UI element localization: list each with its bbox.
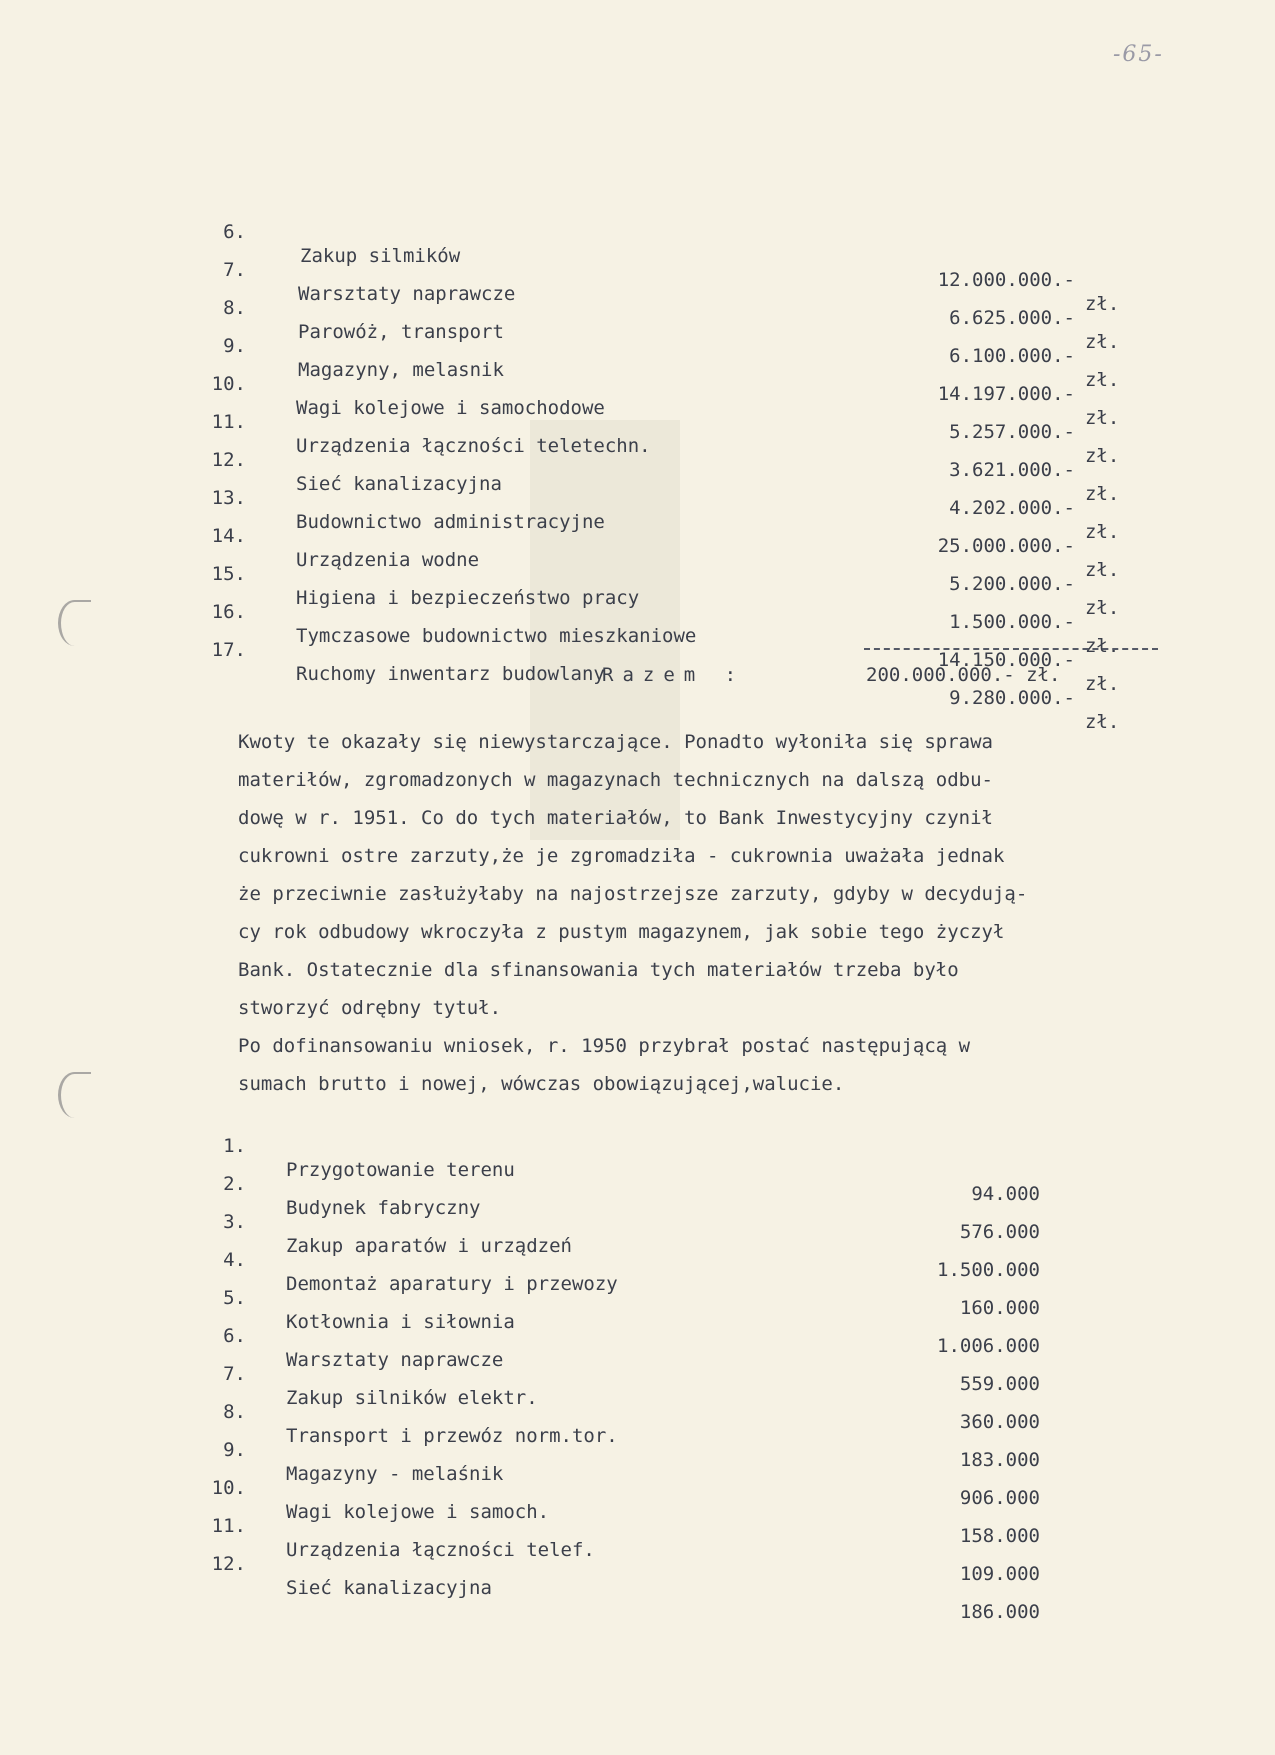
row-number: 8. <box>223 297 246 319</box>
row-number: 14. <box>211 525 246 547</box>
row-amount: 186.000 <box>959 1601 1040 1623</box>
row-amount: 559.000 <box>959 1373 1040 1395</box>
row-label: Higiena i bezpieczeństwo pracy <box>296 587 640 609</box>
row-currency: zł. <box>1085 369 1120 391</box>
row-currency: zł. <box>1085 635 1120 657</box>
row-amount: 1.500.000.- <box>949 611 1075 633</box>
row-amount: 9.280.000.- <box>949 687 1075 709</box>
row-label: Sieć kanalizacyjna <box>286 1577 492 1599</box>
row-label: Ruchomy inwentarz budowlany <box>296 663 605 685</box>
row-label: Budownictwo administracyjne <box>296 511 605 533</box>
row-label: Wagi kolejowe i samochodowe <box>296 397 605 419</box>
row-currency: zł. <box>1085 331 1120 353</box>
row-amount: 576.000 <box>959 1221 1040 1243</box>
row-number: 16. <box>211 601 246 623</box>
row-currency: zł. <box>1085 597 1120 619</box>
row-number: 10. <box>211 1477 246 1499</box>
row-label: Warsztaty naprawcze <box>286 1349 504 1371</box>
paragraph-line: stworzyć odrębny tytuł. <box>238 997 502 1019</box>
total-label: Razem : <box>602 664 746 686</box>
row-label: Zakup aparatów i urządzeń <box>286 1235 572 1257</box>
row-number: 5. <box>223 1287 246 1309</box>
row-amount: 109.000 <box>959 1563 1040 1585</box>
row-amount: 158.000 <box>959 1525 1040 1547</box>
row-number: 10. <box>211 373 246 395</box>
row-amount: 1.500.000 <box>937 1259 1040 1281</box>
table-row <box>0 1528 1275 1648</box>
row-number: 4. <box>223 1249 246 1271</box>
row-label: Budynek fabryczny <box>286 1197 481 1219</box>
total-amount: 200.000.000.- zł. <box>866 664 1061 686</box>
row-currency: zł. <box>1085 293 1120 315</box>
row-label: Przygotowanie terenu <box>286 1159 515 1181</box>
row-number: 2. <box>223 1173 246 1195</box>
row-number: 9. <box>223 1439 246 1461</box>
total-separator <box>864 648 1158 650</box>
row-number: 1. <box>223 1135 246 1157</box>
paragraph-line: Kwoty te okazały się niewystarczające. Ponadto wyłoniła się sprawa <box>238 731 993 753</box>
row-amount: 360.000 <box>959 1411 1040 1433</box>
row-amount: 14.197.000.- <box>937 383 1075 405</box>
paragraph-line: sumach brutto i nowej, wówczas obowiązującej,walucie. <box>238 1073 845 1095</box>
row-number: 17. <box>211 639 246 661</box>
row-currency: zł. <box>1085 407 1120 429</box>
row-amount: 4.202.000.- <box>949 497 1075 519</box>
row-label: Demontaż aparatury i przewozy <box>286 1273 618 1295</box>
row-amount: 6.100.000.- <box>949 345 1075 367</box>
row-amount: 160.000 <box>959 1297 1040 1319</box>
row-amount: 12.000.000.- <box>937 269 1075 291</box>
row-currency: zł. <box>1085 711 1120 733</box>
page-number: -65- <box>1113 42 1164 67</box>
row-amount: 183.000 <box>959 1449 1040 1471</box>
row-amount: 5.257.000.- <box>949 421 1075 443</box>
paragraph-line: Po dofinansowaniu wniosek, r. 1950 przybrał postać następującą w <box>238 1035 971 1057</box>
row-number: 12. <box>211 1553 246 1575</box>
row-label: Transport i przewóz norm.tor. <box>286 1425 618 1447</box>
row-label: Zakup silmików <box>300 245 461 267</box>
row-number: 15. <box>211 563 246 585</box>
row-number: 9. <box>223 335 246 357</box>
row-currency: zł. <box>1085 673 1120 695</box>
row-amount: 14.150.000.- <box>937 649 1075 671</box>
row-number: 8. <box>223 1401 246 1423</box>
paragraph-line: materiłów, zgromadzonych w magazynach technicznych na dalszą odbu- <box>238 769 993 791</box>
row-label: Magazyny - melaśnik <box>286 1463 504 1485</box>
row-label: Urządzenia łączności teletechn. <box>296 435 651 457</box>
row-amount: 25.000.000.- <box>937 535 1075 557</box>
row-amount: 1.006.000 <box>937 1335 1040 1357</box>
row-amount: 5.200.000.- <box>949 573 1075 595</box>
row-amount: 906.000 <box>959 1487 1040 1509</box>
row-label: Warsztaty naprawcze <box>298 283 516 305</box>
row-amount: 6.625.000.- <box>949 307 1075 329</box>
row-currency: zł. <box>1085 559 1120 581</box>
row-number: 7. <box>223 1363 246 1385</box>
row-currency: zł. <box>1085 521 1120 543</box>
row-number: 6. <box>223 221 246 243</box>
row-amount: 94.000 <box>971 1183 1040 1205</box>
paragraph-line: cukrowni ostre zarzuty,że je zgromadziła - cukrownia uważała jednak <box>238 845 1005 867</box>
row-number: 6. <box>223 1325 246 1347</box>
row-label: Magazyny, melasnik <box>298 359 504 381</box>
row-label: Tymczasowe budownictwo mieszkaniowe <box>296 625 697 647</box>
paragraph-line: Bank. Ostatecznie dla sfinansowania tych materiałów trzeba było <box>238 959 959 981</box>
row-number: 7. <box>223 259 246 281</box>
row-number: 11. <box>211 411 246 433</box>
row-label: Parowóż, transport <box>298 321 504 343</box>
row-number: 12. <box>211 449 246 471</box>
row-label: Urządzenia wodne <box>296 549 480 571</box>
row-label: Sieć kanalizacyjna <box>296 473 502 495</box>
paragraph-line: dowę w r. 1951. Co do tych materiałów, to Bank Inwestycyjny czynił <box>238 807 993 829</box>
paragraph-line: że przeciwnie zasłużyłaby na najostrzejsze zarzuty, gdyby w decydują- <box>238 883 1028 905</box>
row-number: 11. <box>211 1515 246 1537</box>
row-number: 3. <box>223 1211 246 1233</box>
row-amount: 3.621.000.- <box>949 459 1075 481</box>
row-label: Urządzenia łączności telef. <box>286 1539 595 1561</box>
paragraph-line: cy rok odbudowy wkroczyła z pustym magazynem, jak sobie tego życzył <box>238 921 1005 943</box>
row-label: Wagi kolejowe i samoch. <box>286 1501 550 1523</box>
row-currency: zł. <box>1085 483 1120 505</box>
row-label: Zakup silników elektr. <box>286 1387 538 1409</box>
row-currency: zł. <box>1085 445 1120 467</box>
row-number: 13. <box>211 487 246 509</box>
row-label: Kotłownia i siłownia <box>286 1311 515 1333</box>
